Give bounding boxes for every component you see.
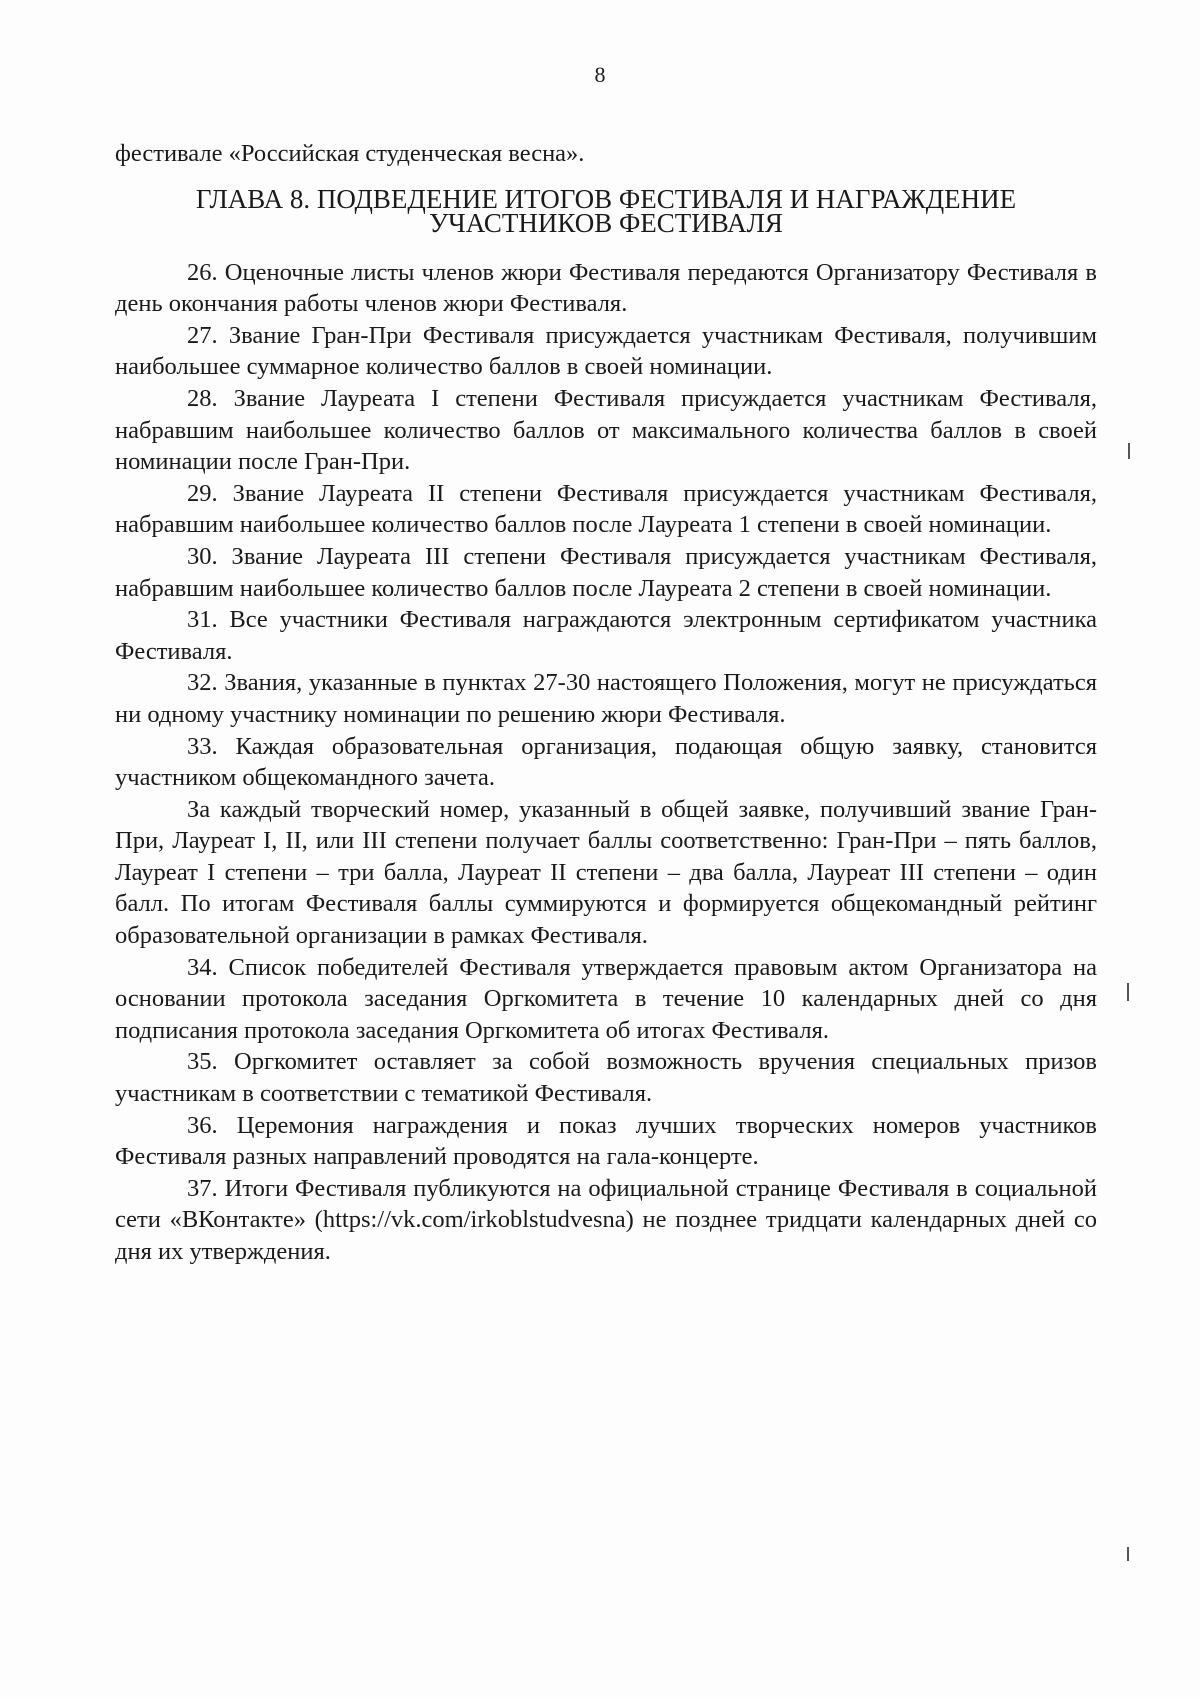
paragraph-29: 29. Звание Лауреата II степени Фестиваля присуждается участникам Фестиваля, набравшим наибольшее количество баллов после Лауреата 1 степени в своей номинации.: [115, 479, 1097, 539]
scan-mark: [1128, 443, 1130, 459]
paragraph-28: 28. Звание Лауреата I степени Фестиваля присуждается участникам Фестиваля, набравшим наибольшее количество баллов от максимального количества баллов в своей номинации после Гран-При.: [115, 384, 1097, 476]
paragraph-35: 35. Оргкомитет оставляет за собой возможность вручения специальных призов участникам в соответствии с тематикой Фестиваля.: [115, 1048, 1097, 1108]
paragraph-37: 37. Итоги Фестиваля публикуются на официальной странице Фестиваля в социальной сети «ВКонтакте» (https://vk.com/irkoblstudvesna) не позднее тридцати календарных дней со дня их утверждения.: [115, 1174, 1097, 1265]
paragraph-26: 26. Оценочные листы членов жюри Фестиваля передаются Организатору Фестиваля в день окончания работы членов жюри Фестиваля.: [115, 258, 1097, 318]
paragraph-30: 30. Звание Лауреата III степени Фестиваля присуждается участникам Фестиваля, набравшим наибольшее количество баллов после Лауреата 2 степени в своей номинации.: [115, 542, 1097, 602]
lead-text: фестивале «Российская студенческая весна».: [115, 140, 585, 167]
document-body: [115, 138, 1097, 1268]
chapter-title-line-2: УЧАСТНИКОВ ФЕСТИВАЛЯ: [429, 207, 783, 238]
scan-mark: [1127, 983, 1129, 1001]
paragraph-27: 27. Звание Гран-При Фестиваля присуждается участникам Фестиваля, получившим наибольшее суммарное количество баллов в своей номинации.: [115, 321, 1097, 381]
paragraph-34: 34. Список победителей Фестиваля утверждается правовым актом Организатора на основании протокола заседания Оргкомитета в течение 10 календарных дней со дня подписания протокола заседания Оргкомитета об итогах Фестиваля.: [115, 953, 1097, 1044]
paragraph-33: 33. Каждая образовательная организация, подающая общую заявку, становится участником общекомандного зачета.: [115, 732, 1097, 792]
scan-mark: [1127, 1547, 1129, 1561]
chapter-title: [115, 183, 1097, 238]
chapter-title-line-1: ГЛАВА 8. ПОДВЕДЕНИЕ ИТОГОВ ФЕСТИВАЛЯ И НАГРАЖДЕНИЕ: [195, 183, 1017, 214]
paragraph-31: 31. Все участники Фестиваля награждаются электронным сертификатом участника Фестиваля.: [115, 606, 1097, 665]
paragraph-32: 32. Звания, указанные в пунктах 27-30 настоящего Положения, могут не присуждаться ни одному участнику номинации по решению жюри Фестиваля.: [115, 669, 1097, 728]
page-number: 8: [594, 62, 606, 87]
paragraph-36: 36. Церемония награждения и показ лучших творческих номеров участников Фестиваля разных направлений проводятся на гала-концерте.: [115, 1111, 1097, 1171]
paragraph-33-continued: За каждый творческий номер, указанный в общей заявке, получивший звание Гран-При, Лауреат I, II, или III степени получает баллы соответственно: Гран-При – пять баллов, Лауреат I степени – три балла, Лауреат II степени – два балла, Лауреат III степени – один балл. По итогам Фестиваля баллы суммируются и формируется общекомандный рейтинг образовательной организации в рамках Фестиваля.: [115, 795, 1097, 950]
